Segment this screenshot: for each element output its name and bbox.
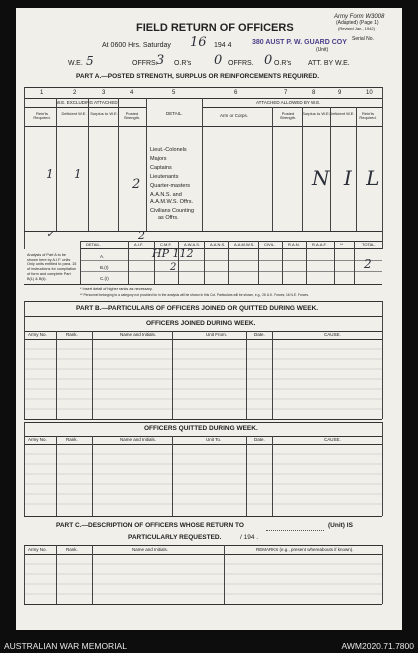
an-row-a: A. bbox=[100, 254, 105, 259]
entry-nil: N I L bbox=[312, 166, 384, 190]
unit-stamp: 380 AUST P. W. GUARD COY bbox=[252, 39, 347, 46]
col-head-1: Rein'ts Required. bbox=[33, 111, 51, 120]
archive-footer bbox=[0, 638, 418, 653]
rank-quartermasters: Quarter-masters bbox=[150, 183, 191, 189]
rank-civilians-cont: as Offrs. bbox=[158, 215, 179, 221]
analysis-aif-value: 2 bbox=[138, 229, 145, 242]
an-row-c: C.(I) bbox=[100, 276, 109, 281]
an-row-b: B.(I) bbox=[100, 265, 109, 270]
joined-title: OFFICERS JOINED DURING WEEK. bbox=[146, 320, 256, 327]
att-ors-label: O.R's bbox=[274, 60, 292, 67]
an-head-detail: DETAIL. bbox=[86, 242, 101, 247]
col-head-4: Posted Strength. bbox=[123, 111, 141, 120]
analysis-footnote-2: ** Personnel belonging to a category not provided for in the analysis will be shown in this Col. Particulars will be shown, e.g., 26 U.K. Forces; 16 N.E. Forces. bbox=[80, 293, 309, 297]
analysis-cmf-value-2: 2 bbox=[170, 262, 177, 273]
col-num-3: 3 bbox=[102, 90, 106, 96]
we-ors-value: 3 bbox=[156, 53, 165, 68]
footer-accession: AWM2020.71.7800 bbox=[341, 641, 414, 651]
rank-aamws: A.A.M.W.S. Offrs. bbox=[150, 199, 193, 205]
joined-col-rank: Rank. bbox=[66, 332, 78, 337]
joined-col-unit-from: Unit From. bbox=[206, 332, 228, 337]
att-offrs-value: 0 bbox=[214, 53, 223, 68]
col-num-5: 5 bbox=[172, 90, 176, 96]
col-num-2: 2 bbox=[73, 90, 77, 96]
quitted-col-unit-to: Unit To. bbox=[206, 437, 222, 442]
col-head-10: Rein'ts Required. bbox=[359, 111, 377, 120]
quitted-title: OFFICERS QUITTED DURING WEEK. bbox=[144, 425, 258, 432]
analysis-note: Analysis of Part A to be shown here by A.I.F. units Only units entitled to para. 15 of instructions for compilation of form and complete Part B(1) & B(ii). bbox=[27, 253, 77, 281]
att-by-we-label: ATT. BY W.E. bbox=[308, 60, 350, 67]
col-num-10: 10 bbox=[366, 90, 373, 96]
we-offrs-label: OFFRS. bbox=[132, 60, 158, 67]
col-head-9: Deficient W.E. bbox=[329, 111, 355, 116]
form-id-line1: Army Form W3008 bbox=[334, 14, 385, 20]
an-head-aans: A.A.N.S. bbox=[210, 242, 226, 247]
partc-col-remarks: REMARKS (e.g., present whereabouts if known). bbox=[256, 547, 354, 552]
group-right-label: ATTACHED ALLOWED BY W.E. bbox=[256, 100, 321, 105]
col-num-8: 8 bbox=[312, 90, 316, 96]
an-head-civil: CIVIL. bbox=[264, 242, 276, 247]
rank-aans: A.A.N.S. and bbox=[150, 192, 182, 198]
part-c-date: / 194 . bbox=[240, 534, 259, 541]
analysis-footnote-1: * Insert detail of higher ranks as necessary. bbox=[80, 287, 153, 291]
quitted-col-name: Name and Initials. bbox=[120, 437, 157, 442]
an-head-cmf: C.M.F. bbox=[160, 242, 172, 247]
partc-col-rank: Rank. bbox=[66, 547, 78, 552]
rank-lt-colonels: Lieut.-Colonels bbox=[150, 147, 187, 153]
part-c-unit: (Unit) IS bbox=[328, 522, 353, 529]
group-left-label: W.E. EXCLUDING ATTACHED. bbox=[56, 100, 119, 105]
analysis-cmf-value: HP 112 bbox=[152, 247, 194, 260]
joined-col-army-no: Army No. bbox=[28, 332, 47, 337]
unit-label: (Unit) bbox=[316, 47, 329, 53]
quitted-col-rank: Rank. bbox=[66, 437, 78, 442]
rank-captains: Captains bbox=[150, 165, 172, 171]
entry-deficient: 1 bbox=[74, 167, 82, 181]
at-hours-label: At 0600 Hrs. Saturday bbox=[102, 42, 171, 49]
col-head-6: Arm or Corps. bbox=[220, 113, 249, 118]
joined-rows bbox=[24, 339, 382, 419]
an-head-aif: A.I.F. bbox=[134, 242, 144, 247]
joined-col-cause: CAUSE. bbox=[324, 332, 341, 337]
part-b-title: PART B.—PARTICULARS OF OFFICERS JOINED OR QUITTED DURING WEEK. bbox=[76, 305, 319, 312]
handwritten-date: 16 bbox=[190, 35, 207, 50]
quitted-col-cause: CAUSE. bbox=[324, 437, 341, 442]
col-head-8: Surplus to W.E. bbox=[302, 111, 330, 116]
entry-reints-required: 1 bbox=[46, 167, 54, 181]
col-num-7: 7 bbox=[284, 90, 288, 96]
form-id-line2: (Adapted) (Page 1) bbox=[336, 20, 379, 26]
form-id-line3: (Revised Jan., 1942) bbox=[338, 26, 375, 31]
col-head-2: Deficient W.E. bbox=[61, 111, 87, 116]
form-sheet bbox=[16, 8, 402, 630]
part-c-requested: PARTICULARLY REQUESTED. bbox=[128, 534, 222, 541]
quitted-col-army-no: Army No. bbox=[28, 437, 47, 442]
an-head-awas: A.W.A.S. bbox=[184, 242, 201, 247]
check-mark: ✓ bbox=[46, 229, 55, 240]
footer-institution: AUSTRALIAN WAR MEMORIAL bbox=[4, 641, 127, 651]
att-offrs-label: OFFRS. bbox=[228, 60, 254, 67]
col-head-7: Posted Strength. bbox=[279, 111, 297, 120]
form-title: FIELD RETURN OF OFFICERS bbox=[136, 22, 294, 34]
quitted-col-date: Date. bbox=[254, 437, 265, 442]
col-num-6: 6 bbox=[234, 90, 238, 96]
part-a-title: PART A.—POSTED STRENGTH, SURPLUS OR REINFORCEMENTS REQUIRED. bbox=[76, 73, 320, 80]
an-head-ran: R.A.N. bbox=[288, 242, 300, 247]
analysis-total-value: 2 bbox=[364, 257, 372, 271]
col-num-4: 4 bbox=[130, 90, 134, 96]
joined-col-date: Date. bbox=[254, 332, 265, 337]
partc-rows bbox=[24, 554, 382, 604]
rank-lieutenants: Lieutenants bbox=[150, 174, 179, 180]
col-num-9: 9 bbox=[338, 90, 342, 96]
quitted-rows bbox=[24, 444, 382, 516]
serial-label: Serial No. bbox=[352, 36, 374, 42]
joined-col-name: Name and Initials. bbox=[120, 332, 157, 337]
an-head-aamws: A.A.M.W.S. bbox=[234, 242, 255, 247]
we-offrs-value: 5 bbox=[86, 54, 94, 68]
partc-col-name: Name and Initials. bbox=[132, 547, 169, 552]
col-num-1: 1 bbox=[40, 90, 44, 96]
att-ors-value: 0 bbox=[264, 53, 273, 68]
entry-posted-strength: 2 bbox=[132, 177, 141, 192]
we-ors-label: O.R's bbox=[174, 60, 192, 67]
rank-majors: Majors bbox=[150, 156, 167, 162]
an-head-total: TOTAL. bbox=[362, 242, 376, 247]
year-label: 194 4 bbox=[214, 42, 232, 49]
rank-civilians: Civilians Counting bbox=[150, 208, 195, 214]
part-c-title: PART C.—DESCRIPTION OF OFFICERS WHOSE RETURN TO bbox=[56, 522, 244, 529]
we-label: W.E. bbox=[68, 60, 83, 67]
partc-col-army-no: Army No. bbox=[28, 547, 47, 552]
an-head-raaf: R.A.A.F. bbox=[312, 242, 327, 247]
an-head-other: ** bbox=[340, 242, 344, 247]
col-head-5: DETAIL. bbox=[166, 111, 183, 116]
col-head-3: Surplus to W.E. bbox=[90, 111, 118, 116]
